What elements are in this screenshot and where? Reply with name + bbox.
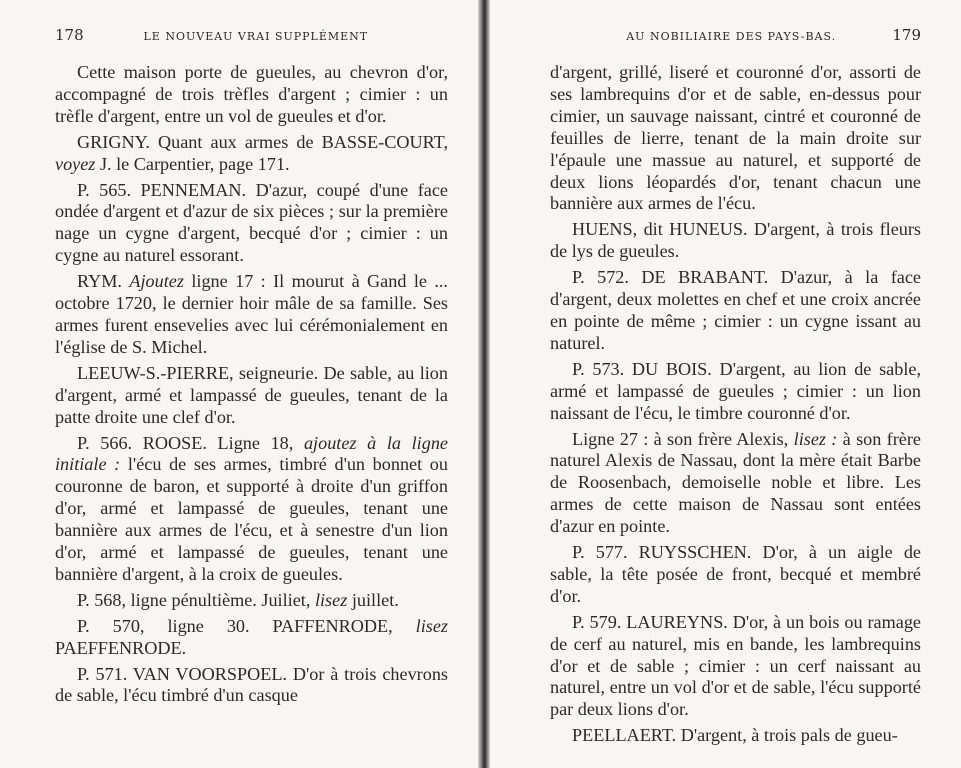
text-run: PAEFFENRODE. xyxy=(55,637,187,658)
paragraph-p5 xyxy=(55,363,448,429)
paragraph-p8 xyxy=(55,616,448,660)
paragraph-p7 xyxy=(55,590,448,612)
right-page-number: 179 xyxy=(892,26,921,44)
text-run: LEEUW-S.-PIERRE, seigneurie. De sable, au lion d'argent, armé et lampassé de gueules, tenant de la patte droite une clef d'or. xyxy=(55,362,448,427)
text-run: P. 577. RUYSSCHEN. D'or, à un aigle de sable, la tête posée de front, becqué et membré d'or. xyxy=(550,542,921,606)
text-run: J. le Carpentier, page 171. xyxy=(95,153,290,174)
right-running-head: AU NOBILIAIRE DES PAYS-BAS. xyxy=(626,30,837,43)
paragraph-p9 xyxy=(55,664,448,708)
italic-run: ajoutez à la ligne initiale : xyxy=(55,432,448,475)
paragraph-p3 xyxy=(55,180,448,268)
paragraph-p4 xyxy=(55,271,448,359)
paragraph-q2 xyxy=(550,219,921,263)
italic-run: lisez xyxy=(314,589,348,610)
text-run: à son frère naturel Alexis de Nassau, dont la mère était Barbe de Roosenbach, demoiselle noble et libre. Les armes de cette maison de Nassau sont entées d'azur en pointe. xyxy=(550,428,921,537)
italic-run: lisez : xyxy=(793,428,838,449)
right-page xyxy=(490,0,961,768)
text-run: P. 566. ROOSE. Ligne 18, xyxy=(77,432,304,453)
left-page-header xyxy=(55,26,448,52)
text-run: d'argent, grillé, liseré et couronné d'or, assorti de ses lambrequins d'or et de sable, en-dessus pour cimier, un sauvage naissant, cintré et couronné de feuilles de lierre, tenant de la main droite sur l'épaule une massue au naturel, et supporté de deux lions léopardés d'or, tenant chacun une bannière aux armes de l'écu. xyxy=(550,62,921,214)
text-run: P. 570, ligne 30. PAFFENRODE, xyxy=(77,615,416,636)
text-run: P. 571. VAN VOORSPOEL. D'or à trois chevrons de sable, l'écu timbré d'un casque xyxy=(55,663,448,706)
paragraph-p1 xyxy=(55,62,448,128)
left-page xyxy=(0,0,478,768)
text-run: ligne 17 : Il mourut à Gand le ... octobre 1720, le dernier hoir mâle de sa famille. Ses armes furent ensevelies avec lui cérémonialement en l'église de S. Michel. xyxy=(55,271,448,357)
text-run: RYM. xyxy=(77,271,130,292)
italic-run: Ajoutez xyxy=(129,271,184,292)
paragraph-q3 xyxy=(550,267,921,355)
paragraph-q5 xyxy=(550,429,921,539)
paragraph-q4 xyxy=(550,359,921,425)
italic-run: lisez xyxy=(415,615,448,636)
right-page-text xyxy=(550,62,921,747)
left-page-text xyxy=(55,62,448,707)
left-page-number: 178 xyxy=(55,26,84,44)
text-run: P. 568, ligne pénultième. Juiliet, xyxy=(77,589,315,610)
left-running-head: LE NOUVEAU VRAI SUPPLÉMENT xyxy=(143,30,369,43)
paragraph-q1 xyxy=(550,62,921,215)
text-run: Cette maison porte de gueules, au chevron d'or, accompagné de trois trèfles d'argent ; cimier : un trèfle d'argent, entre un vol de gueules et d'or. xyxy=(55,62,448,126)
text-run: P. 572. DE BRABANT. D'azur, à la face d'argent, deux molettes en chef et une croix ancrée en pointe de même ; cimier : un cygne issant au naturel. xyxy=(550,267,921,353)
book-gutter xyxy=(478,0,490,768)
paragraph-q6 xyxy=(550,542,921,608)
text-run: P. 579. LAUREYNS. D'or, à un bois ou ramage de cerf au naturel, mis en bande, les lambrequins d'or et de sable ; cimier : un cerf naissant au naturel, entre un vol d'or et de sable, l'écu supporté par deux lions d'or. xyxy=(550,611,921,720)
text-run: HUENS, dit HUNEUS. D'argent, à trois fleurs de lys de gueules. xyxy=(550,219,921,262)
paragraph-p6 xyxy=(55,433,448,586)
right-page-header xyxy=(550,26,921,52)
text-run: P. 565. PENNEMAN. D'azur, coupé d'une face ondée d'argent et d'azur de six pièces ; sur la première nage un cygne d'argent, becqué d'or ; cimier : un cygne au naturel essorant. xyxy=(55,179,448,266)
text-run: l'écu de ses armes, timbré d'un bonnet ou couronne de baron, et supporté à droite d'un griffon d'or, armé et lampassé de gueules, tenant une bannière aux armes de l'écu, et à senestre d'un lion d'or, armé et lampassé de gueules, tenant une bannière d'argent, à la croix de gueules. xyxy=(55,454,448,584)
text-run: GRIGNY. Quant aux armes de BASSE-COURT, xyxy=(77,131,448,152)
paragraph-p2 xyxy=(55,132,448,176)
text-run: juillet. xyxy=(347,589,399,610)
italic-run: voyez xyxy=(55,153,96,174)
text-run: Ligne 27 : à son frère Alexis, xyxy=(572,428,794,449)
text-run: P. 573. DU BOIS. D'argent, au lion de sable, armé et lampassé de gueules ; cimier : un lion naissant de l'écu, le timbre couronné d'or. xyxy=(550,358,921,423)
text-run: PEELLAERT. D'argent, à trois pals de gueu- xyxy=(572,725,898,746)
paragraph-q7 xyxy=(550,612,921,722)
paragraph-q8 xyxy=(550,725,921,747)
